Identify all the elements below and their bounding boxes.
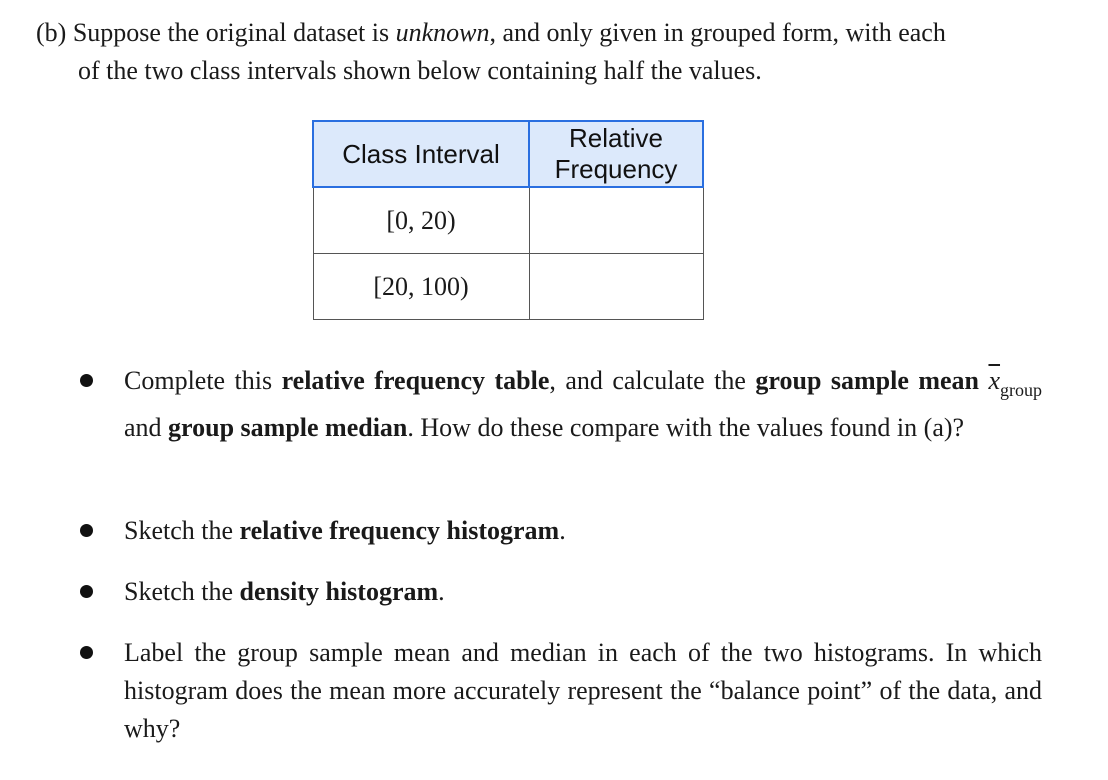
question-intro (36, 14, 1076, 90)
bullet-dot (80, 646, 93, 659)
bullet-text-2: Sketch the relative frequency histogram. (124, 516, 566, 545)
bullet-dot (80, 374, 93, 387)
header-class-interval: Class Interval (313, 121, 529, 187)
bullet-text-1: Complete this relative frequency table, and calculate the group sample mean $\overline{x}_{group}$ and group sample median. How do these compare with the values found in (a)? (124, 366, 1043, 442)
intro-line-1 (36, 14, 1076, 52)
bullet-dot (80, 524, 93, 537)
frequency-cell (529, 254, 703, 320)
xbar-group-symbol: $\overline{x}_{group}$ (988, 366, 1043, 400)
interval-cell: [0, 20) (313, 187, 529, 254)
header-relative-frequency: Relative Frequency (529, 121, 703, 187)
bullet-text-3: Sketch the density histogram. (124, 577, 445, 606)
intro-line-2: of the two class intervals shown below containing half the values. (78, 56, 762, 85)
bullet-text-4: Label the group sample mean and median in each of the two histograms. In which histogram does the mean more accurately represent the “balance point” of the data, and why? (124, 638, 1042, 743)
intro-emphasis: unknown (395, 18, 490, 47)
bullet-dot (80, 585, 93, 598)
part-label: (b) (36, 18, 67, 47)
intro-text-2: , and only given in grouped form, with each (489, 18, 946, 47)
table-header-row (313, 121, 703, 187)
table-row (313, 254, 703, 320)
table-row (313, 187, 703, 254)
relative-frequency-table (312, 120, 704, 320)
intro-text-1: Suppose the original dataset is (72, 18, 390, 47)
frequency-cell (529, 187, 703, 254)
interval-cell: [20, 100) (313, 254, 529, 320)
